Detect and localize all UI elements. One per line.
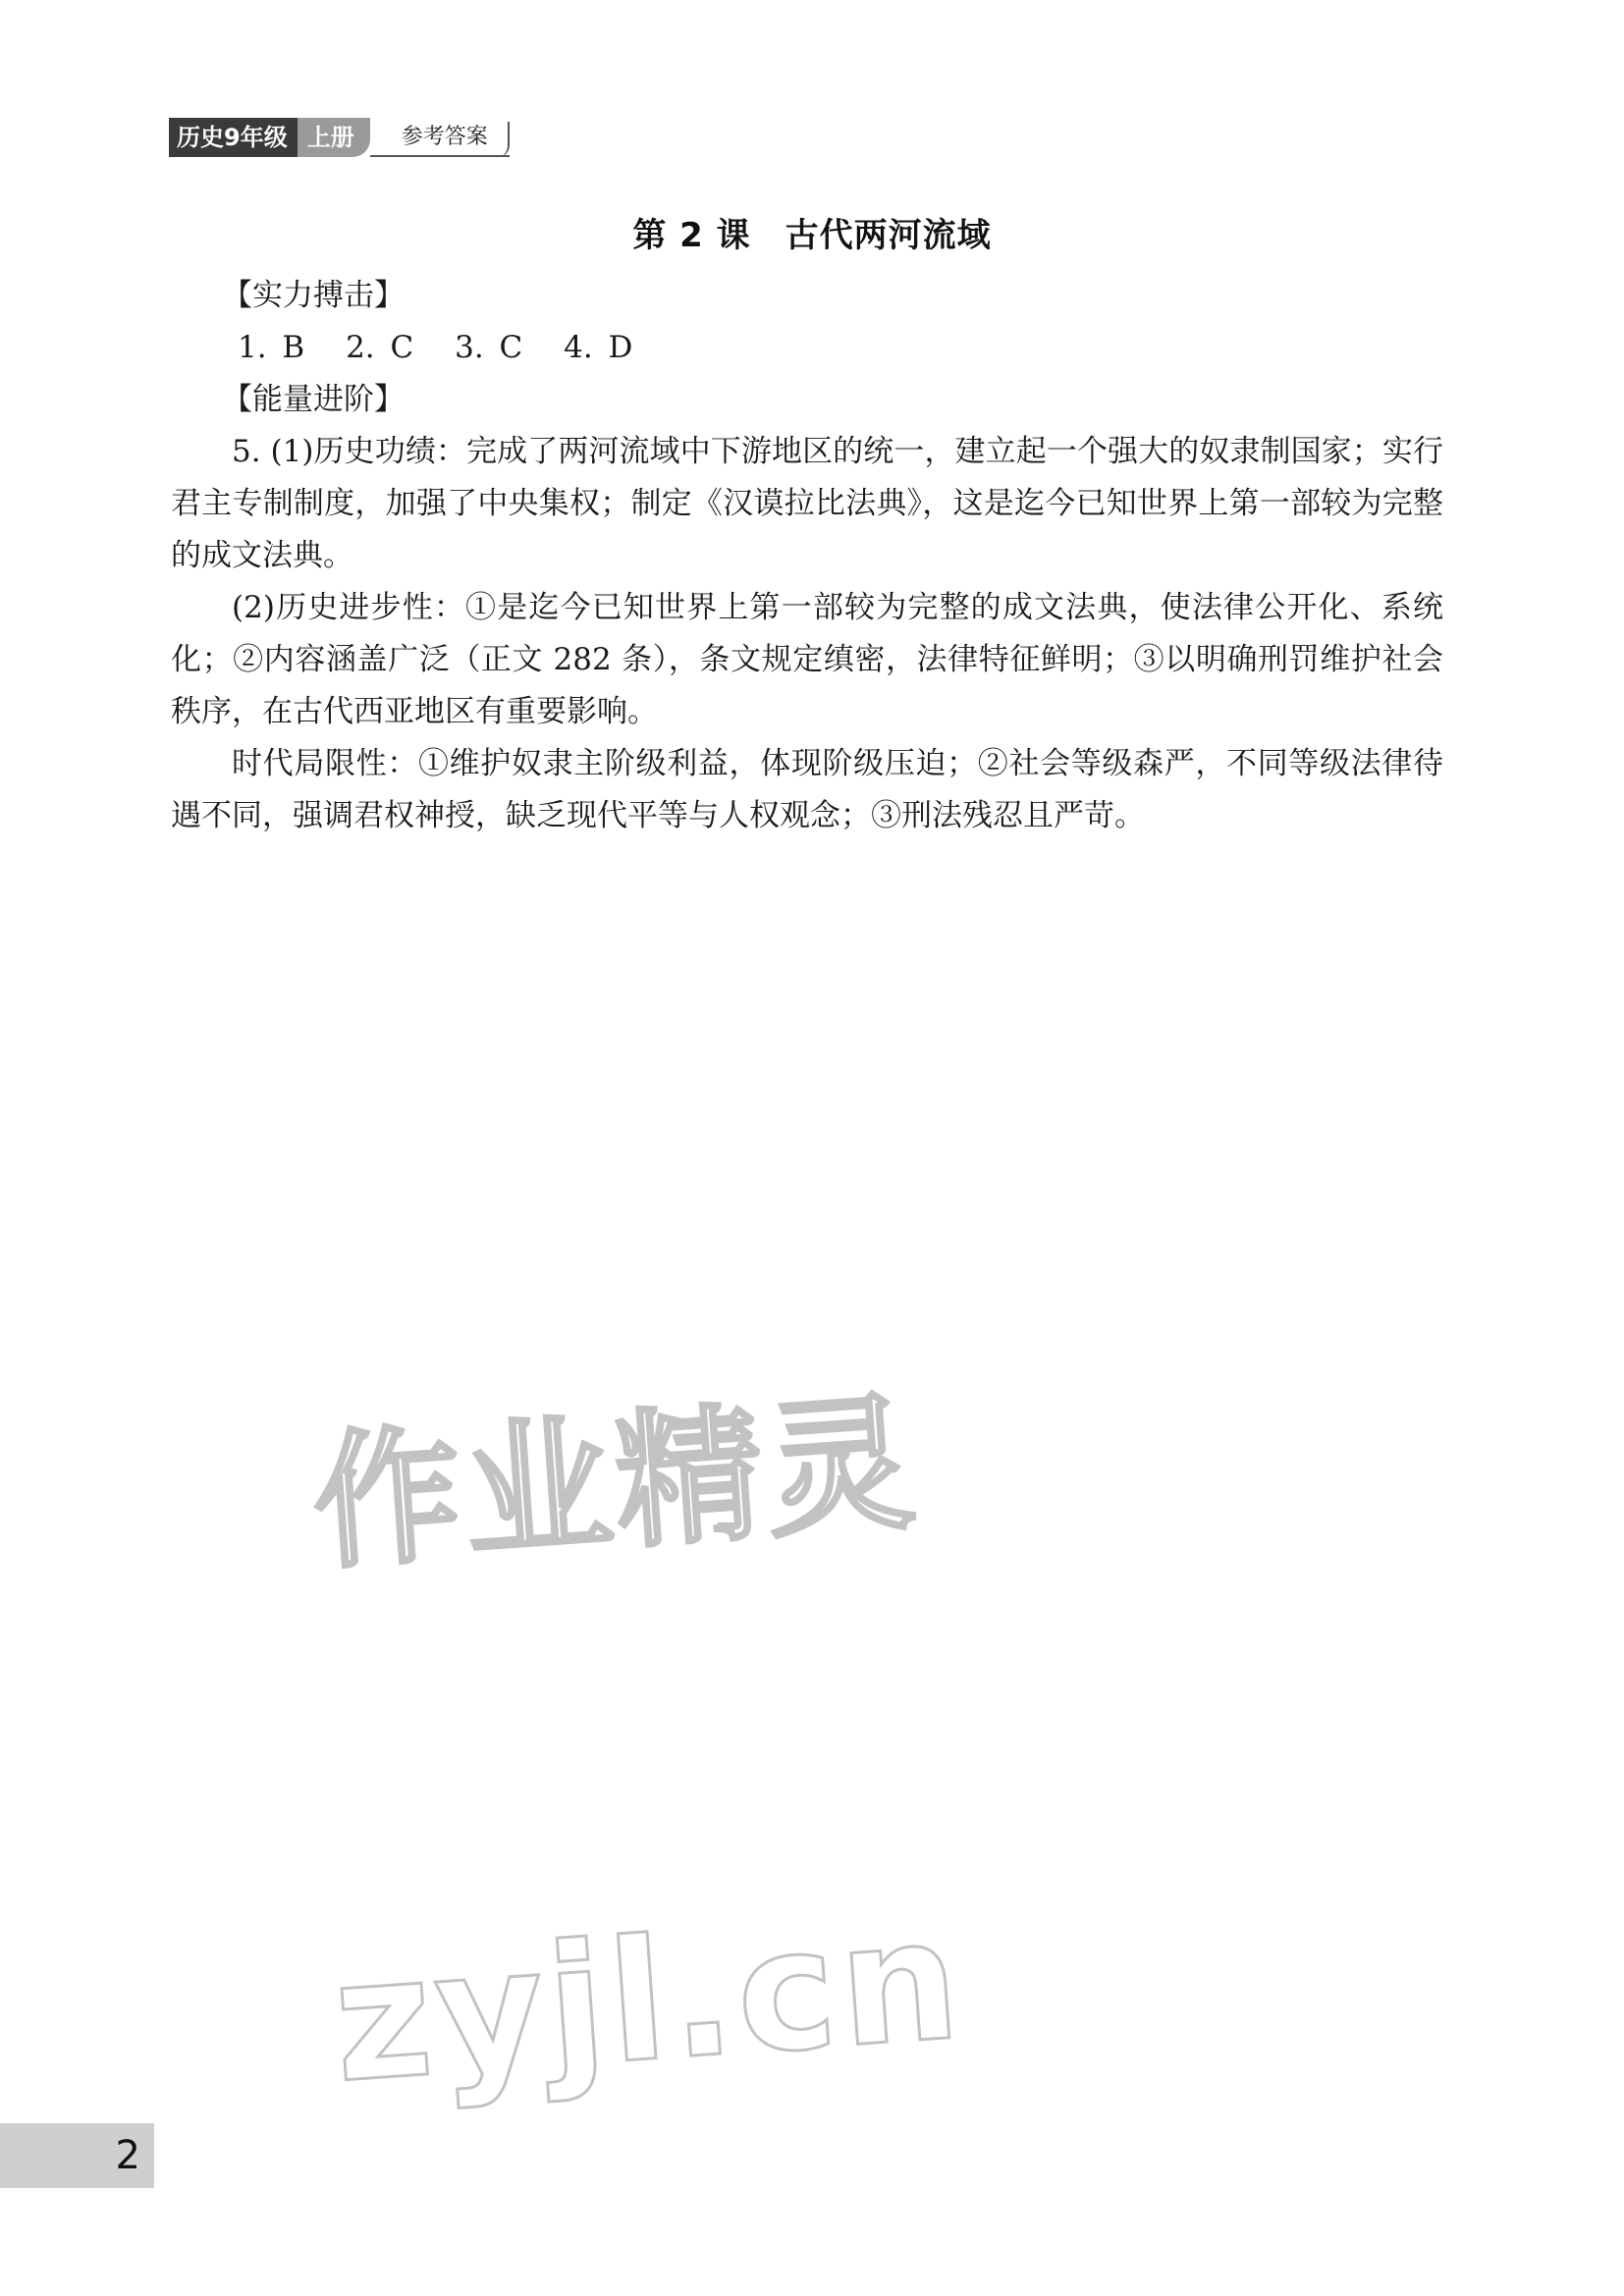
answer-item: 3. C: [455, 330, 523, 365]
q5-part2-paragraph: (2)历史进步性：①是迄今已知世界上第一部较为完整的成文法典，使法律公开化、系统化；②内容涵盖广泛（正文 282 条），条文规定缜密，法律特征鲜明；③以明确刑罚维护社会秩序，在古代西亚地区有重要影响。: [171, 590, 1443, 729]
section-label: 参考答案: [370, 118, 510, 157]
subject-grade-label: 历史9年级: [169, 118, 298, 157]
page-number: 2: [115, 2133, 140, 2178]
practice-heading: 【实力搏击】: [222, 278, 405, 313]
answer-item: 2. C: [346, 330, 414, 365]
q5-part1-paragraph: 5. (1)历史功绩：完成了两河流域中下游地区的统一，建立起一个强大的奴隶制国家；实行君主专制制度，加强了中央集权；制定《汉谟拉比法典》，这是迄今已知世界上第一部较为完整的成文法典。: [171, 434, 1443, 573]
answer-item: 1. B: [238, 330, 305, 365]
answer-content: [171, 270, 1443, 842]
answer-item: 4. D: [564, 330, 633, 365]
q5-part3-paragraph: 时代局限性：①维护奴隶主阶级利益，体现阶级压迫；②社会等级森严，不同等级法律待遇不同，强调君权神授，缺乏现代平等与人权观念；③刑法残忍且严苛。: [171, 746, 1443, 833]
watermark-chinese: 作业精灵: [307, 1377, 924, 1591]
volume-label: 上册: [298, 118, 370, 157]
lesson-title: 第 2 课 古代两河流域: [632, 216, 992, 255]
page-number-box: [0, 2123, 154, 2188]
header-tag: [169, 118, 510, 157]
watermark-url: zyjl.cn: [327, 1882, 969, 2121]
advanced-heading: 【能量进阶】: [222, 382, 405, 417]
multiple-choice-answers: [171, 322, 1443, 374]
